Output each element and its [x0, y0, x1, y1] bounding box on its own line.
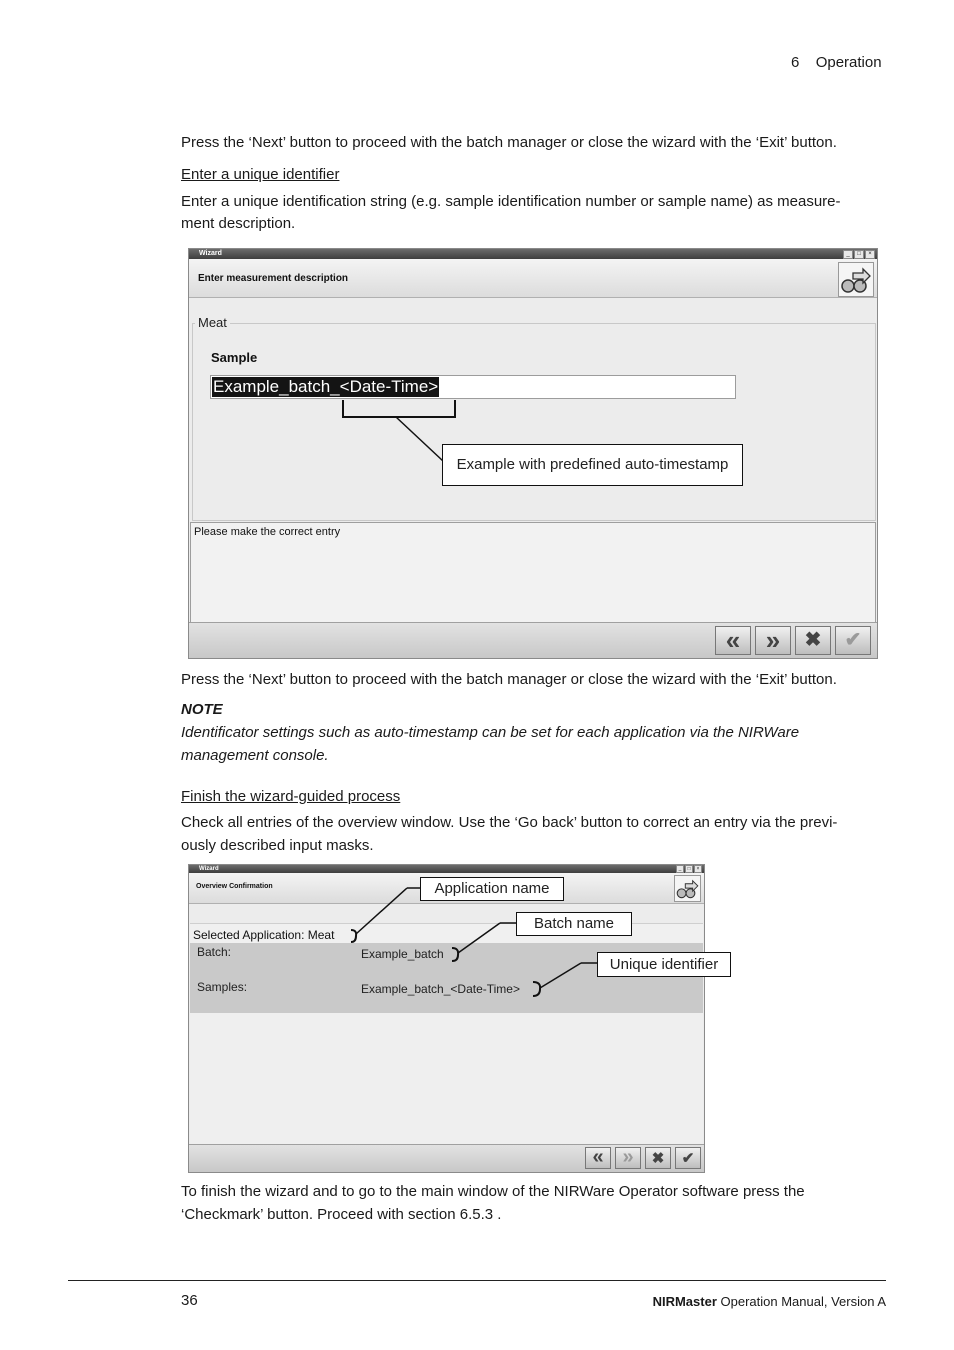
chapter-title: Operation	[815, 54, 882, 71]
paragraph-unique-identifier-line2: ment description.	[181, 215, 296, 232]
samples-row-value: Example_batch_<Date-Time>	[361, 982, 520, 996]
heading-finish-wizard: Finish the wizard-guided process	[181, 788, 401, 805]
window-title: Wizard	[199, 250, 222, 257]
finish-button[interactable]: ✔	[675, 1147, 701, 1169]
selected-application-label: Selected Application: Meat	[193, 928, 335, 942]
callout-auto-timestamp: Example with predefined auto-timestamp	[442, 444, 743, 486]
footer-divider	[68, 1280, 886, 1281]
wizard-header-title: Overview Confirmation	[196, 883, 273, 890]
heading-enter-unique-identifier: Enter a unique identifier	[181, 166, 340, 183]
paragraph-overview-line1: Check all entries of the overview window. Use the ‘Go back’ button to correct an entry via the previ-	[181, 814, 838, 831]
sample-input-value: Example_batch_<Date-Time>	[213, 377, 439, 396]
callout-application-name: Application name	[420, 877, 564, 901]
group-label-meat: Meat	[195, 315, 230, 330]
samples-row-label: Samples:	[197, 980, 248, 994]
paragraph-overview-line2: ously described input masks.	[181, 837, 374, 854]
callout-batch-name: Batch name	[516, 912, 632, 936]
paragraph-unique-identifier-line1: Enter a unique identification string (e.g. sample identification number or sample name) as measure-	[181, 193, 841, 210]
minimize-icon[interactable]: _	[676, 865, 684, 873]
exit-button[interactable]: ✖	[645, 1147, 671, 1169]
batch-row-label: Batch:	[197, 945, 232, 959]
maximize-icon[interactable]: □	[685, 865, 693, 873]
finish-button[interactable]: ✔	[835, 626, 871, 655]
callout-unique-identifier: Unique identifier	[597, 952, 731, 977]
close-icon[interactable]: ×	[865, 250, 875, 259]
exit-button[interactable]: ✖	[795, 626, 831, 655]
next-button[interactable]: »	[755, 626, 791, 655]
chapter-number: 6	[791, 54, 800, 71]
note-line2: management console.	[181, 747, 329, 764]
wizard-header-title: Enter measurement description	[198, 273, 349, 284]
paragraph-finish-line2: ‘Checkmark’ button. Proceed with section 6.5.3 .	[181, 1206, 502, 1223]
product-name: NIRMaster	[652, 1294, 717, 1309]
back-button[interactable]: «	[585, 1147, 611, 1169]
maximize-icon[interactable]: □	[854, 250, 864, 259]
next-button[interactable]: »	[615, 1147, 641, 1169]
minimize-icon[interactable]: _	[843, 250, 853, 259]
back-button[interactable]: «	[715, 626, 751, 655]
paragraph-next-exit-2: Press the ‘Next’ button to proceed with the batch manager or close the wizard with the ‘Exit’ button.	[181, 671, 837, 688]
paragraph-finish-line1: To finish the wizard and to go to the main window of the NIRWare Operator software press the	[181, 1183, 805, 1200]
window-title: Wizard	[199, 866, 219, 872]
sample-field-label: Sample	[211, 350, 258, 365]
close-icon[interactable]: ×	[694, 865, 702, 873]
page-number: 36	[181, 1292, 198, 1309]
batch-row-value: Example_batch	[361, 947, 444, 961]
message-text: Please make the correct entry	[194, 526, 341, 538]
note-line1: Identificator settings such as auto-timestamp can be set for each application via the NIRWare	[181, 724, 800, 741]
note-title: NOTE	[181, 701, 223, 718]
paragraph-next-exit-1: Press the ‘Next’ button to proceed with the batch manager or close the wizard with the ‘Exit’ button.	[181, 134, 837, 151]
footer-title	[653, 1293, 886, 1310]
manual-version: Operation Manual, Version A	[720, 1294, 886, 1309]
